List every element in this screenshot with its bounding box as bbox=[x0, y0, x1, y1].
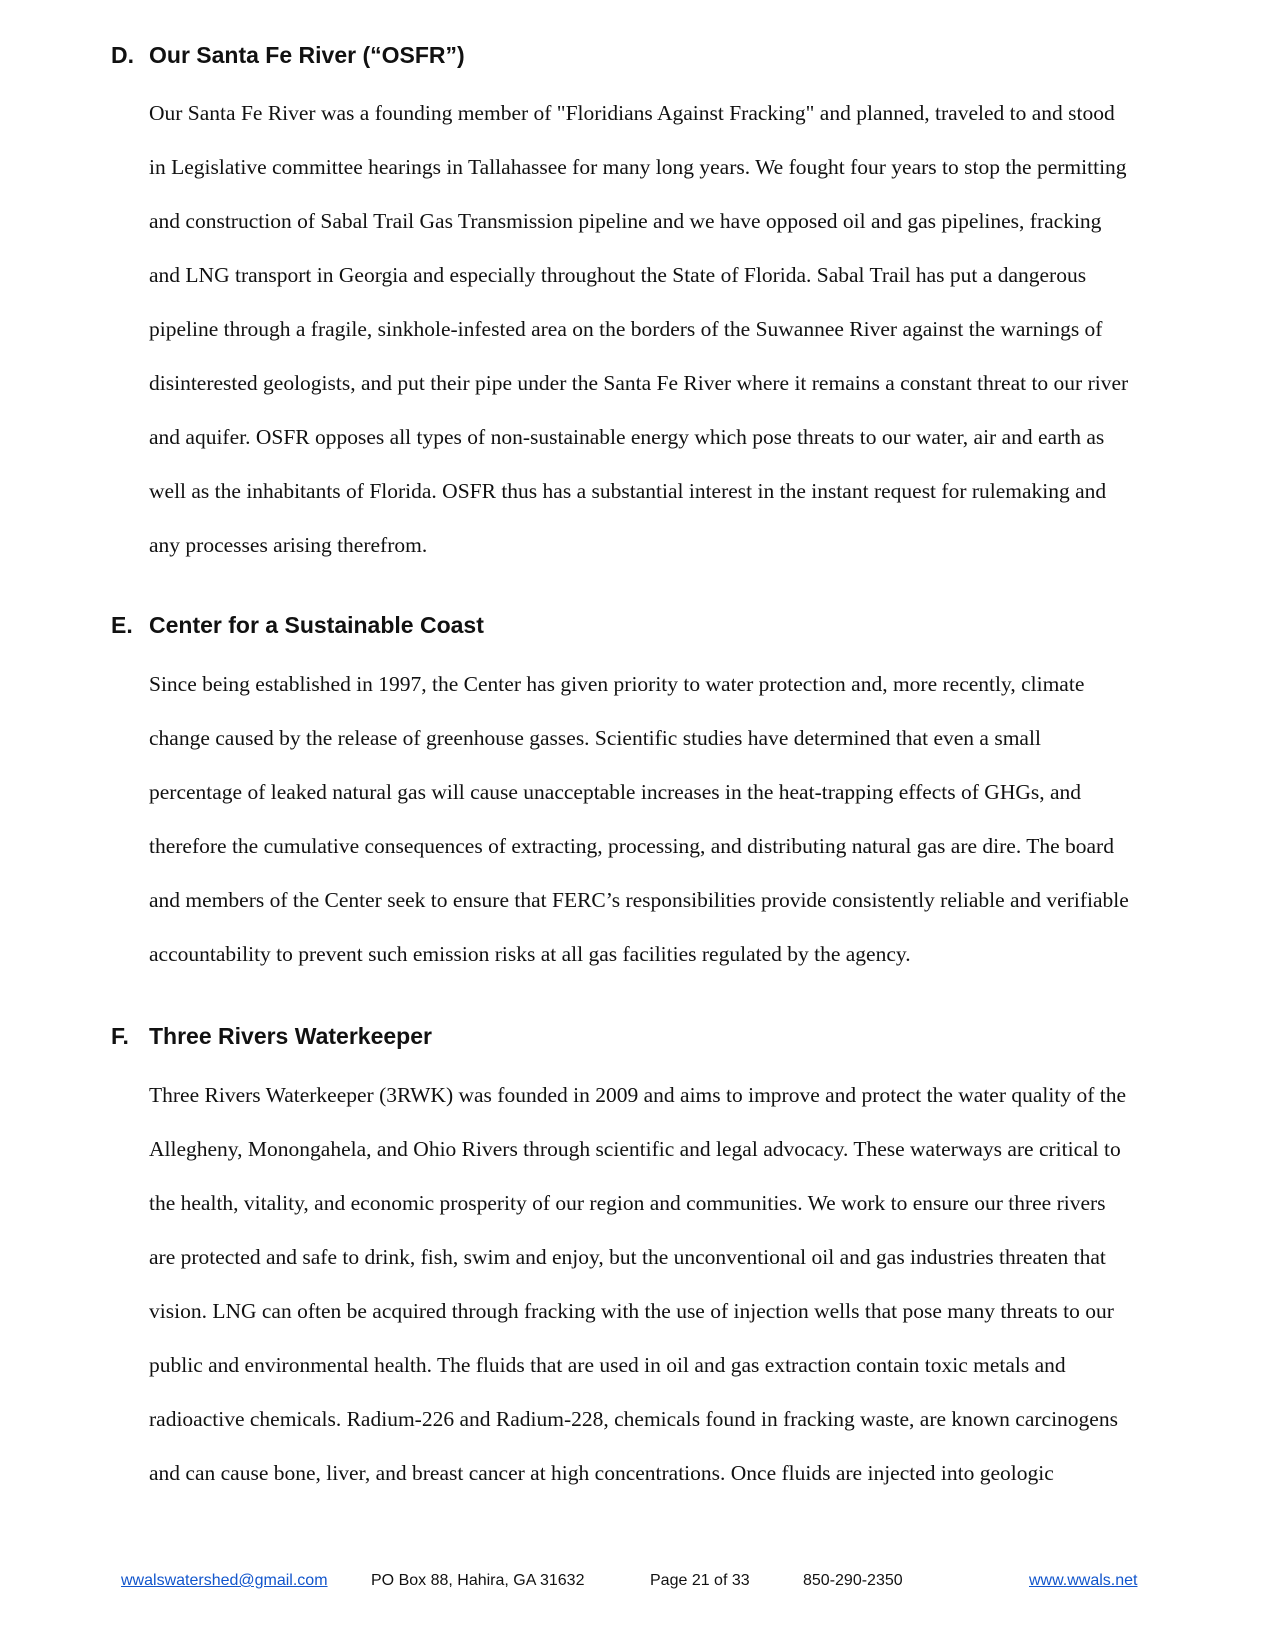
section-title: Three Rivers Waterkeeper bbox=[149, 1023, 432, 1049]
section-letter: D. bbox=[111, 42, 134, 68]
body-line: are protected and safe to drink, fish, swim and enjoy, but the unconventional oil and gas industries threaten that bbox=[149, 1245, 1106, 1269]
section-letter: F. bbox=[111, 1023, 129, 1049]
body-line: Our Santa Fe River was a founding member of "Floridians Against Fracking" and planned, traveled to and stood bbox=[149, 101, 1115, 125]
body-line: public and environmental health. The fluids that are used in oil and gas extraction contain toxic metals and bbox=[149, 1353, 1066, 1377]
section-body-e bbox=[149, 672, 1199, 996]
body-line: and LNG transport in Georgia and especially throughout the State of Florida. Sabal Trail has put a dangerous bbox=[149, 263, 1087, 287]
section-body-f bbox=[149, 1083, 1199, 1515]
body-line: Allegheny, Monongahela, and Ohio Rivers through scientific and legal advocacy. These waterways are critical to bbox=[149, 1137, 1121, 1161]
section-letter: E. bbox=[111, 612, 133, 638]
body-line: percentage of leaked natural gas will cause unacceptable increases in the heat-trapping effects of GHGs, and bbox=[149, 780, 1082, 804]
body-line: Three Rivers Waterkeeper (3RWK) was founded in 2009 and aims to improve and protect the water quality of the bbox=[149, 1083, 1127, 1107]
section-body-d bbox=[149, 101, 1199, 587]
body-line: Since being established in 1997, the Center has given priority to water protection and, more recently, climate bbox=[149, 672, 1085, 696]
body-line: pipeline through a fragile, sinkhole-infested area on the borders of the Suwannee River against the warnings of bbox=[149, 317, 1103, 341]
body-line: the health, vitality, and economic prosperity of our region and communities. We work to ensure our three rivers bbox=[149, 1191, 1106, 1215]
section-title: Center for a Sustainable Coast bbox=[149, 612, 484, 638]
body-line: disinterested geologists, and put their pipe under the Santa Fe River where it remains a constant threat to our river bbox=[149, 371, 1129, 395]
body-line: and construction of Sabal Trail Gas Transmission pipeline and we have opposed oil and gas pipelines, fracking bbox=[149, 209, 1102, 233]
body-line: any processes arising therefrom. bbox=[149, 533, 428, 557]
body-line: and members of the Center seek to ensure that FERC’s responsibilities provide consistently reliable and verifiable bbox=[149, 888, 1129, 912]
section-heading-e bbox=[111, 612, 484, 639]
section-title: Our Santa Fe River (“OSFR”) bbox=[149, 42, 465, 68]
footer-website-link[interactable]: www.wwals.net bbox=[1029, 1572, 1138, 1589]
body-line: vision. LNG can often be acquired through fracking with the use of injection wells that pose many threats to our bbox=[149, 1299, 1114, 1323]
footer-address: PO Box 88, Hahira, GA 31632 bbox=[371, 1572, 585, 1589]
section-heading-d bbox=[111, 42, 465, 69]
body-line: therefore the cumulative consequences of extracting, processing, and distributing natural gas are dire. The board bbox=[149, 834, 1114, 858]
body-line: well as the inhabitants of Florida. OSFR thus has a substantial interest in the instant request for rulemaking and bbox=[149, 479, 1107, 503]
page-footer bbox=[0, 1572, 1275, 1594]
footer-phone: 850-290-2350 bbox=[803, 1572, 903, 1589]
body-line: and can cause bone, liver, and breast cancer at high concentrations. Once fluids are injected into geologic bbox=[149, 1461, 1054, 1485]
body-line: radioactive chemicals. Radium-226 and Radium-228, chemicals found in fracking waste, are known carcinogens bbox=[149, 1407, 1118, 1431]
body-line: change caused by the release of greenhouse gasses. Scientific studies have determined that even a small bbox=[149, 726, 1041, 750]
body-line: in Legislative committee hearings in Tallahassee for many long years. We fought four years to stop the permitting bbox=[149, 155, 1127, 179]
section-heading-f bbox=[111, 1023, 432, 1050]
footer-email-link[interactable]: wwalswatershed@gmail.com bbox=[121, 1572, 328, 1589]
footer-page-number: Page 21 of 33 bbox=[650, 1572, 750, 1589]
body-line: and aquifer. OSFR opposes all types of non-sustainable energy which pose threats to our water, air and earth as bbox=[149, 425, 1105, 449]
body-line: accountability to prevent such emission risks at all gas facilities regulated by the agency. bbox=[149, 942, 911, 966]
